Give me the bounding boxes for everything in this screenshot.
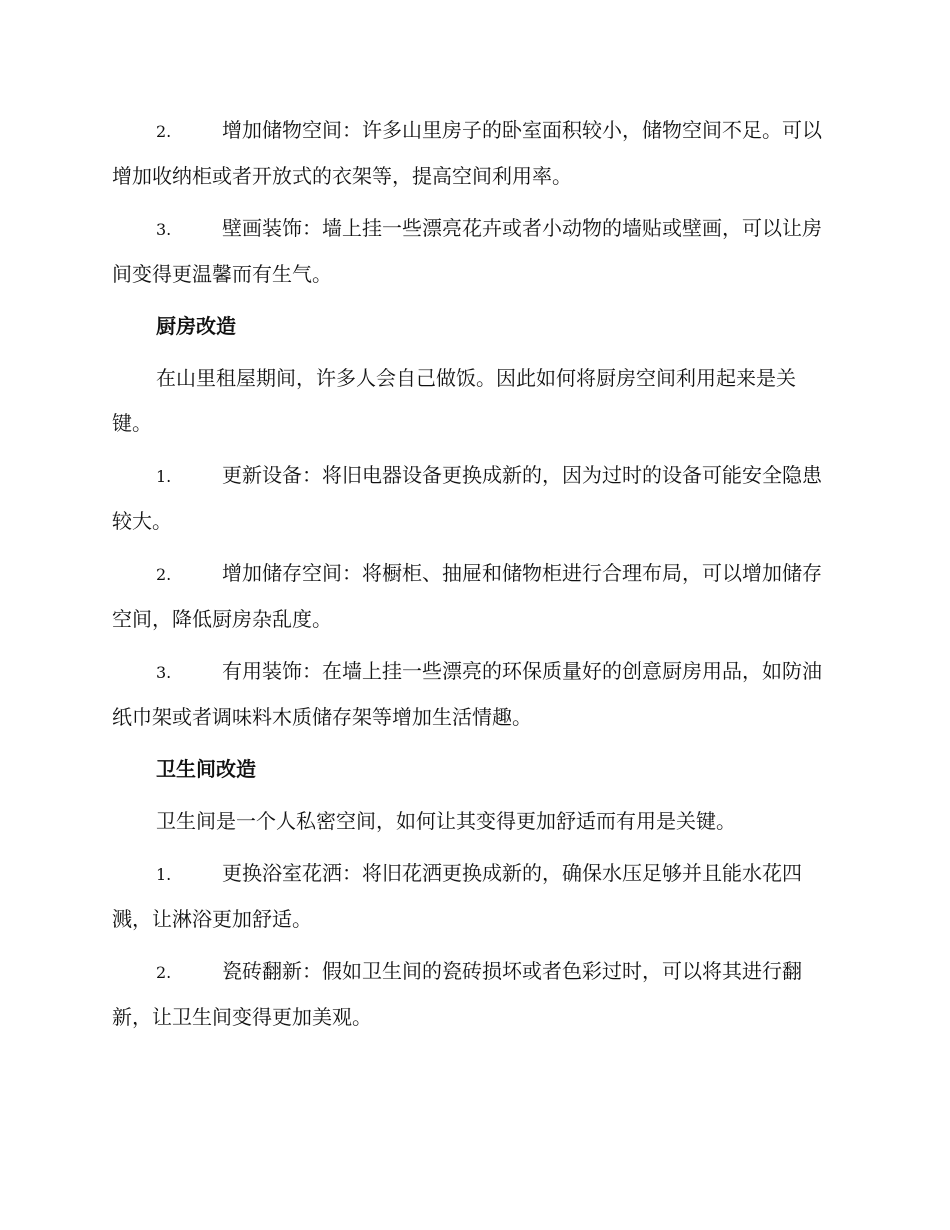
- document-page: [112, 108, 834, 1047]
- list-item: [112, 949, 834, 1040]
- section-heading-kitchen: 厨房改造: [156, 314, 236, 338]
- list-item: [112, 851, 834, 942]
- list-number: 1.: [156, 865, 172, 884]
- list-text: 增加储物空间：许多山里房子的卧室面积较小，储物空间不足。可以增加收纳柜或者开放式的衣架等，提高空间利用率。: [112, 118, 822, 188]
- list-number: 2.: [156, 565, 172, 584]
- list-item: [112, 206, 834, 297]
- paragraph: 卫生间是一个人私密空间，如何让其变得更加舒适而有用是关键。: [156, 809, 736, 833]
- list-number: 3.: [156, 663, 172, 682]
- list-text: 更新设备：将旧电器设备更换成新的，因为过时的设备可能安全隐患较大。: [112, 463, 822, 533]
- list-text: 更换浴室花洒：将旧花洒更换成新的，确保水压足够并且能水花四溅，让淋浴更加舒适。: [112, 861, 802, 931]
- list-item: [112, 453, 834, 544]
- list-number: 1.: [156, 467, 172, 486]
- list-number: 2.: [156, 963, 172, 982]
- list-item: [112, 649, 834, 740]
- list-text: 有用装饰：在墙上挂一些漂亮的环保质量好的创意厨房用品，如防油纸巾架或者调味料木质储存架等增加生活情趣。: [112, 659, 822, 729]
- list-number: 3.: [156, 220, 172, 239]
- list-item: [112, 108, 834, 199]
- list-text: 瓷砖翻新：假如卫生间的瓷砖损坏或者色彩过时，可以将其进行翻新，让卫生间变得更加美观。: [112, 959, 802, 1029]
- paragraph: 在山里租屋期间，许多人会自己做饭。因此如何将厨房空间利用起来是关键。: [112, 366, 796, 435]
- section-heading-bathroom: 卫生间改造: [156, 757, 256, 781]
- list-text: 壁画装饰：墙上挂一些漂亮花卉或者小动物的墙贴或壁画，可以让房间变得更温馨而有生气。: [112, 216, 822, 286]
- list-text: 增加储存空间：将橱柜、抽屉和储物柜进行合理布局，可以增加储存空间，降低厨房杂乱度。: [112, 561, 822, 631]
- list-number: 2.: [156, 122, 172, 141]
- list-item: [112, 551, 834, 642]
